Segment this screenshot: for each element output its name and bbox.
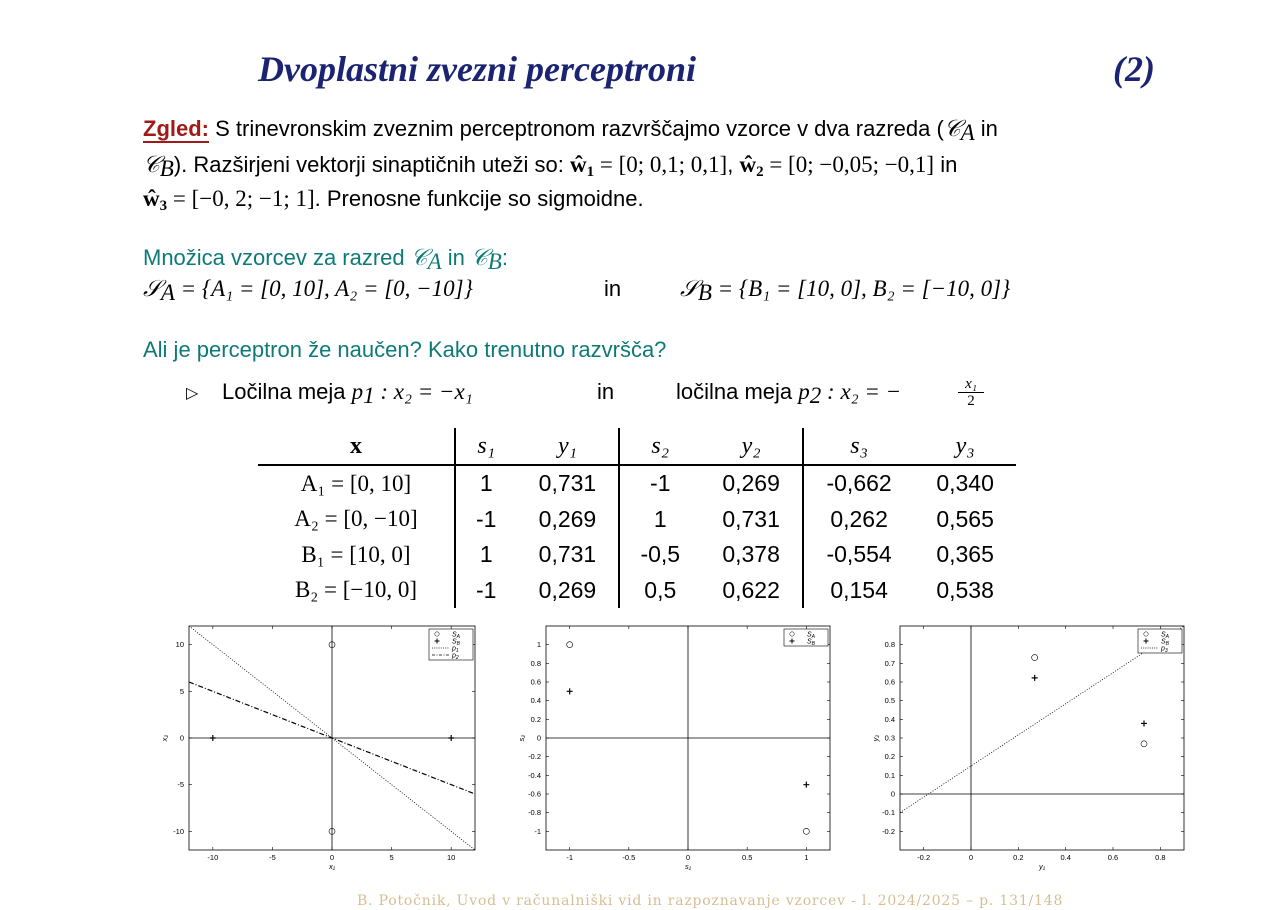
question-line: Ali je perceptron že naučen? Kako trenutno razvršča? xyxy=(143,337,667,362)
y-tick-label: 0.5 xyxy=(884,696,895,706)
y-tick-label: -0.4 xyxy=(528,770,541,780)
table-cell: 0,154 xyxy=(830,576,888,603)
triangle-bullet-icon: ▷ xyxy=(186,385,199,402)
y-tick-label: 0.8 xyxy=(530,658,541,668)
point-class-a xyxy=(1141,741,1147,747)
y-tick-label: -10 xyxy=(173,826,184,836)
legend-label: $S_A$ xyxy=(807,631,816,640)
col-header-y1: y₁ xyxy=(516,428,619,465)
chart-input-space xyxy=(155,620,485,875)
x-tick-label: 10 xyxy=(446,853,456,862)
point-class-b xyxy=(448,735,454,741)
w1-sub: 1 xyxy=(586,164,595,180)
y-tick-label: 10 xyxy=(175,640,184,650)
table-cell: 0,731 xyxy=(516,465,619,502)
legend-box xyxy=(429,629,473,660)
set-a-value: = {A₁ = [0, 10], A₂ = [0, −10]} xyxy=(174,276,473,301)
p1-sub: 1 xyxy=(363,383,375,408)
y-axis-label: s₂ xyxy=(517,734,526,742)
y-tick-label: 0.7 xyxy=(884,658,895,668)
table-cell: 0,5 xyxy=(644,576,677,603)
table-cell: -0,554 xyxy=(826,541,892,568)
col-header-y2: y₂ xyxy=(700,428,803,465)
y-tick-label: -0.8 xyxy=(528,808,541,818)
set-b-value: = {B₁ = [10, 0], B₂ = [−10, 0]} xyxy=(711,276,1011,301)
p1-equation: : x₂ = −x₁ xyxy=(374,379,473,404)
table-cell: -1 xyxy=(476,576,497,603)
class-a-symbol: 𝒞 xyxy=(943,116,961,142)
intro-text-3: . Prenosne funkcije so sigmoidne. xyxy=(314,186,644,211)
chart-first-layer-s xyxy=(510,620,840,875)
table-row xyxy=(258,465,1016,502)
set-a-symbol: 𝒮 xyxy=(143,276,161,302)
y-tick-label: 0.6 xyxy=(884,677,895,687)
table-row xyxy=(258,502,1016,538)
table-cell: 0,622 xyxy=(700,573,803,609)
w3-sub: 3 xyxy=(159,198,168,214)
p1-text: Ločilna meja xyxy=(222,379,346,404)
y-tick-label: -0.2 xyxy=(528,752,541,762)
col-header-x: x xyxy=(258,428,455,465)
x-tick-label: 5 xyxy=(389,853,394,862)
legend-label: $S_B$ xyxy=(452,638,461,647)
samples-heading-text: Množica vzorcev za razred xyxy=(143,245,405,270)
point-class-a xyxy=(803,828,809,834)
set-a-definition xyxy=(143,276,473,306)
legend-box xyxy=(784,629,828,646)
p2-fraction xyxy=(958,376,984,409)
x-tick-label: 0 xyxy=(329,853,335,862)
samples-class-a-sub: A xyxy=(427,249,442,274)
w2-value: = [0; −0,05; −0,1] xyxy=(763,152,935,177)
point-class-a xyxy=(1032,655,1038,661)
table-row xyxy=(258,573,1016,609)
y-tick-label: 5 xyxy=(179,686,184,696)
point-class-a xyxy=(567,642,573,648)
y-tick-label: -1 xyxy=(534,826,541,836)
w3-label: ŵ xyxy=(143,186,160,211)
intro-in-word-2: in xyxy=(940,152,958,177)
legend-label: $S_A$ xyxy=(1161,631,1170,640)
samples-heading xyxy=(143,245,508,275)
point-class-b xyxy=(1141,720,1147,726)
intro-text-1: S trinevronskim zveznim perceptronom razvrščajmo vzorce v dva razreda ( xyxy=(215,116,944,141)
slide-subnumber: (2) xyxy=(1113,49,1155,89)
table-cell: -1 xyxy=(650,470,671,497)
y-tick-label: 0.2 xyxy=(530,714,541,724)
x-tick-label: 1 xyxy=(804,853,809,862)
x-tick-label: -0.5 xyxy=(622,853,636,862)
set-b-definition xyxy=(680,276,1010,306)
boundary-in: in xyxy=(597,379,615,404)
class-b-sub: B xyxy=(159,156,174,181)
fraction-denominator: 2 xyxy=(967,393,975,409)
class-a-sub: A xyxy=(960,120,975,145)
intro-line-2: 𝒞$_B$). Razširjeni vektorji sinaptičnih uteži so: $ŵ_1 = [0$; 0,1; 0,1], $ŵ_2 = [0$; −0,05; −0,1] in xyxy=(143,152,958,181)
legend-label: $p_1$ xyxy=(452,645,459,654)
intro-line-1 xyxy=(143,116,998,146)
set-a-sub: A xyxy=(160,280,175,305)
legend-label: $S_A$ xyxy=(452,631,461,640)
point-class-b xyxy=(803,782,809,788)
intro-text-2: ). Razširjeni vektorji sinaptičnih uteži so: xyxy=(173,152,564,177)
table-cell: 1 xyxy=(653,505,667,532)
samples-class-a: 𝒞 xyxy=(410,245,428,271)
x-tick-label: 0.5 xyxy=(741,853,753,862)
table-cell: 0,378 xyxy=(700,537,803,573)
col-header-s1: s₁ xyxy=(455,428,516,465)
table-cell: 0,269 xyxy=(516,502,619,538)
table-cell: 0,262 xyxy=(830,505,888,532)
table-cell: -1 xyxy=(476,505,497,532)
samples-in: in xyxy=(447,245,465,270)
fraction-numerator: x₁ xyxy=(958,376,984,393)
plot-frame xyxy=(900,626,1184,850)
w1-value: = [0; 0,1; 0,1] xyxy=(594,152,728,177)
samples-class-b: 𝒞 xyxy=(471,245,488,271)
table-cell: 0,269 xyxy=(700,465,803,502)
x-tick-label: -0.2 xyxy=(917,853,931,862)
y-axis-label: y₂ xyxy=(871,734,880,742)
x-axis-label: s₁ xyxy=(684,862,692,871)
table-cell: A₂ = [0, −10] xyxy=(258,502,455,538)
x-tick-label: 0.2 xyxy=(1013,853,1024,862)
table-cell: 0,269 xyxy=(516,573,619,609)
legend-label: $p_3$ xyxy=(1161,645,1168,654)
point-class-b xyxy=(567,688,573,694)
y-tick-label: -5 xyxy=(177,780,184,790)
x-tick-label: 0.6 xyxy=(1107,853,1119,862)
w1-label: ŵ xyxy=(570,152,587,177)
point-class-b xyxy=(1032,675,1038,681)
table-cell: -0,5 xyxy=(640,541,681,568)
x-tick-label: 0 xyxy=(685,853,691,862)
y-axis-label: x₂ xyxy=(160,734,169,742)
table-cell: 0,538 xyxy=(936,576,994,603)
point-class-b xyxy=(210,735,216,741)
intro-line-3 xyxy=(143,186,644,219)
y-tick-label: -0.6 xyxy=(528,789,541,799)
table-cell: 0,565 xyxy=(936,505,994,532)
x-tick-label: 0.8 xyxy=(1155,853,1166,862)
y-tick-label: 0.8 xyxy=(884,640,895,650)
y-tick-label: 0.4 xyxy=(884,714,895,724)
legend-label: $S_B$ xyxy=(1161,638,1170,647)
p1-symbol: p xyxy=(351,379,364,404)
y-tick-label: 0 xyxy=(890,789,895,799)
legend-label: $S_B$ xyxy=(807,638,816,647)
col-header-s2: s₂ xyxy=(619,428,700,465)
w2-label: ŵ xyxy=(739,152,757,177)
table-cell: 1 xyxy=(479,541,493,568)
table-row xyxy=(258,537,1016,573)
x-tick-label: -5 xyxy=(269,853,276,862)
activation-table xyxy=(258,428,1016,608)
table-cell: 0,340 xyxy=(936,470,994,497)
zgled-label: Zgled: xyxy=(143,116,209,141)
chart-first-layer-y xyxy=(864,620,1194,875)
x-tick-label: -1 xyxy=(566,853,574,862)
table-cell: 0,731 xyxy=(516,537,619,573)
p2-symbol: p xyxy=(798,379,810,404)
y-tick-label: 0 xyxy=(536,733,541,743)
y-tick-label: 0.6 xyxy=(530,677,541,687)
y-tick-label: 0.1 xyxy=(884,770,895,780)
legend-label: $p_2$ xyxy=(452,652,459,661)
y-tick-label: 0 xyxy=(179,733,184,743)
col-header-y3: y₃ xyxy=(914,428,1016,465)
boundary-p2 xyxy=(676,379,901,409)
table-cell: -0,662 xyxy=(826,470,892,497)
intro-in-word: in xyxy=(980,116,998,141)
set-b-symbol: 𝒮 xyxy=(680,276,698,302)
x-axis-label: x₁ xyxy=(328,862,336,871)
boundary-line-p3 xyxy=(900,626,1184,813)
x-tick-label: 0 xyxy=(968,853,974,862)
slide-title: Dvoplastni zvezni perceptroni xyxy=(258,49,696,89)
p2-sub: 2 xyxy=(809,383,822,408)
y-tick-label: -0.1 xyxy=(882,808,895,818)
p2-equation: : x₂ = − xyxy=(821,379,902,404)
y-tick-label: 0.3 xyxy=(884,733,895,743)
table-cell: A₁ = [0, 10] xyxy=(258,465,455,502)
w2-sub: 2 xyxy=(756,164,764,180)
class-b-symbol: 𝒞 xyxy=(143,152,160,178)
y-tick-label: 0.4 xyxy=(530,696,541,706)
table-cell: B₂ = [−10, 0] xyxy=(258,573,455,609)
table-header-row xyxy=(258,428,1016,465)
samples-colon: : xyxy=(501,245,508,270)
y-tick-label: 1 xyxy=(536,640,541,650)
w3-value: = [−0, 2; −1; 1] xyxy=(167,186,315,211)
samples-class-b-sub: B xyxy=(487,249,502,274)
set-b-sub: B xyxy=(697,280,712,305)
x-tick-label: 0.4 xyxy=(1060,853,1071,862)
set-mid-in: in xyxy=(604,276,622,301)
col-header-s3: s₃ xyxy=(803,428,914,465)
y-tick-label: 0.2 xyxy=(884,752,895,762)
p2-text: ločilna meja xyxy=(676,379,793,404)
boundary-p1 xyxy=(222,379,473,409)
table-cell: B₁ = [10, 0] xyxy=(258,537,455,573)
x-tick-label: -10 xyxy=(207,853,219,862)
y-tick-label: -0.2 xyxy=(882,826,895,836)
table-cell: 0,731 xyxy=(700,502,803,538)
table-cell: 0,365 xyxy=(936,541,994,568)
table-cell: 1 xyxy=(479,470,493,497)
slide-footer: B. Potočnik, Uvod v računalniški vid in razpoznavanje vzorcev - l. 2024/2025 – p. 131/148 xyxy=(357,893,1064,909)
x-axis-label: y₁ xyxy=(1038,862,1046,871)
